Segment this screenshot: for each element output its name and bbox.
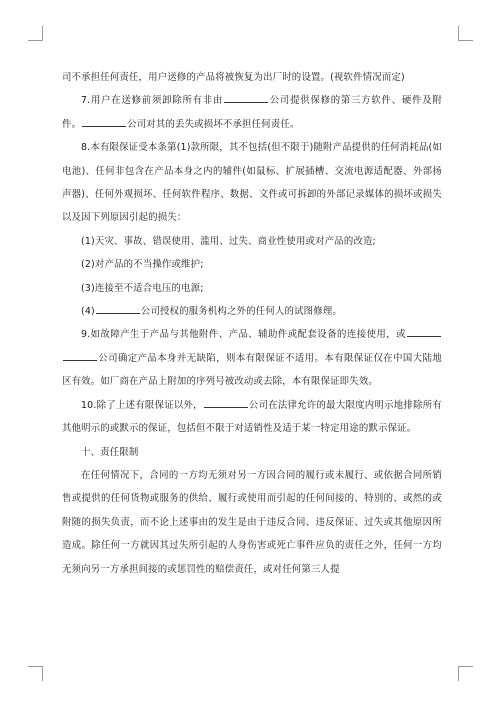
list-item-2: (2)对产品的不当操作或维护; [81,259,204,271]
crop-mark-bottom-left [28,666,43,681]
fill-in-blank[interactable] [63,351,97,361]
list-item-1: (1)天灾、事故、错误使用、滥用、过失、商业性使用或对产品的改造; [81,235,376,247]
fill-in-blank[interactable] [204,398,248,408]
paragraph-liability-limit: 在任何情况下，合同的一方均无须对另一方因合同的履行或未履行、或依据合同所销售或提供的任何货物或服务的供给、履行或使用而引起的任何间接的、特别的、或然的或附随的损失负责，而不论上述事由的发生是由于违反合同、违反保证、过失或其他原因所造成。除任何一方就因其过失所引起的人身伤害或死亡事件应负的责任之外，任何一方均无须向另一方承担间接的或惩罚性的赔偿责任，或对任何第三人提 [62,469,442,575]
document-body [62,66,442,581]
paragraph-clause-10: 10.除了上述有限保证以外， 公司在法律允许的最大限度内明示地排除所有其他明示的或默示的保证，包括但不限于对适销性及适于某一特定用途的默示保证。 [62,399,442,435]
crop-mark-top-right [458,26,473,41]
fill-in-blank[interactable] [224,93,268,103]
section-heading-liability: 十、责任限制 [81,446,139,458]
crop-mark-top-left [28,26,43,41]
fill-in-blank[interactable] [82,117,126,127]
crop-mark-bottom-right [458,666,473,681]
paragraph-service-reset: 司不承担任何责任，用户送修的产品将被恢复为出厂时的设置。(视软件情况而定) [62,72,405,83]
list-item-3: (3)连接至不适合电压的电源; [81,282,204,294]
paragraph-clause-8: 8.本有限保证受本条第(1)款所限，其不包括(但不限于)随附产品提供的任何消耗品(如电池)、任何非包含在产品本身之内的辅件(如鼠标、扩展插槽、交流电源适配器、外部扬声器)、任何外观损坏、任何软件程序、数据、文件或可拆卸的外部记录媒体的损坏或损失以及因下列原因引起的损失： [62,142,442,224]
paragraph-clause-9: 9.如故障产生于产品与其他附件、产品、辅助件或配套设备的连接使用，或公司确定产品本身并无缺陷，则本有限保证不适用。本有限保证仅在中国大陆地区有效。如厂商在产品上附加的序列号被改动或去除，本有限保证即失效。 [62,329,442,388]
fill-in-blank[interactable] [96,304,140,314]
fill-in-blank[interactable] [407,327,441,337]
paragraph-clause-7: 7.用户在送修前须卸除所有非由 公司提供保修的第三方软件、硬件及附件。 公司对其的丢失或损坏不承担任何责任。 [62,95,443,130]
list-item-4: (4) 公司授权的服务机构之外的任何人的试图修理。 [81,306,342,318]
